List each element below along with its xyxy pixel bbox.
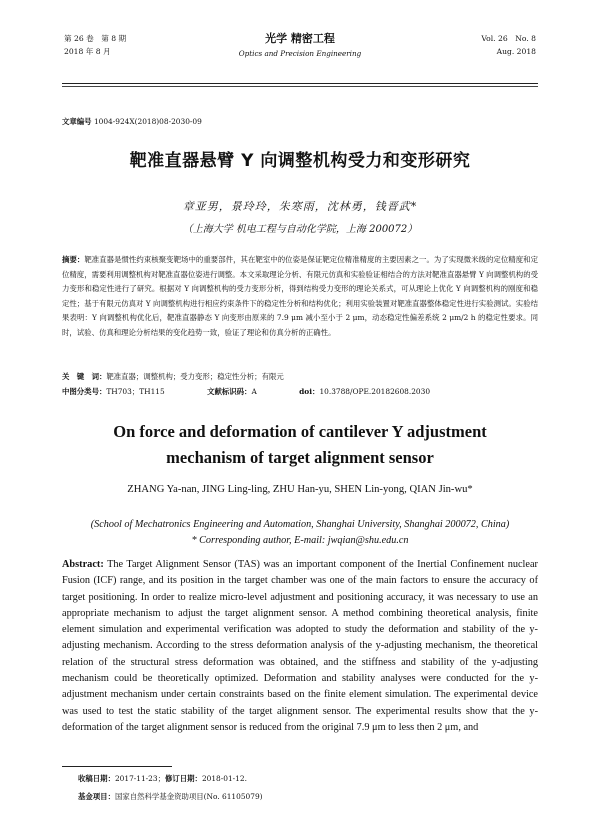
doi <box>299 387 450 396</box>
doi-label: doi： <box>299 387 320 396</box>
header-rule-thin <box>62 86 538 87</box>
revised-value: 2018-01-12. <box>201 774 247 783</box>
footnote-rule <box>62 766 172 767</box>
fund-value: 国家自然科学基金资助项目(No. 61105079) <box>114 792 263 801</box>
affiliation-en-line: (School of Mechatronics Engineering and Automation, Shanghai University, Shanghai 200072, China) <box>90 519 510 530</box>
article-number <box>62 116 202 127</box>
volume-issue-cn: 第 26 卷 第 8 期 <box>64 34 127 43</box>
footnote-fund <box>78 790 263 803</box>
clc-label: 中图分类号： <box>62 387 107 396</box>
authors-cn: 章亚男，景玲玲，朱寒雨，沈林勇，钱晋武* <box>182 200 418 213</box>
keywords-cn <box>62 370 538 384</box>
header-right <box>481 32 536 58</box>
journal-name-en: Optics and Precision Engineering <box>238 49 362 58</box>
abstract-en-label: Abstract: <box>62 559 104 570</box>
abstract-cn <box>62 253 538 341</box>
doc-code <box>207 387 277 396</box>
abstract-en <box>62 557 538 736</box>
title-en-line-2: mechanism of target alignment sensor <box>166 448 434 467</box>
fund-label: 基金项目： <box>78 792 115 801</box>
date-en: Aug. 2018 <box>496 47 536 56</box>
abstract-en-text: The Target Alignment Sensor (TAS) was an important component of the Inertial Confinement nuclear Fusion (ICF) range, and its position in the target chamber was one of the main factors to ensure the accuracy of target positioning. In order to realize micro-level adjustment and positioning accuracy, it was necessary to use an appropriate mechanism to adjust the target alignment sensor. A method combining theoretical analysis, finite element simulation and experimental verification was adopted to study the deformation and stability of the y-adjusting mechanism. According to the stress deformation analysis of the y-adjusting mechanism, the theoretical relation of the structural stress deformation was obtained, and the stiffness and stability of the y-adjusting mechanism could be theoretically optimized. Deformation and stability analyses were conducted for the y-adjustment mechanism under certain constraints based on the finite element simulation. The experimental device was used to test the static stability of the target alignment sensor. The experimental results show that the y-deformation of the target alignment sensor is reduced from the original 7.9 μm to less then 2 μm, and <box>62 559 538 733</box>
corresponding-author: * Corresponding author, E-mail: jwqian@shu.edu.cn <box>191 535 409 546</box>
keywords-cn-text: 靶准直器；调整机构；受力变形；稳定性分析；有限元 <box>106 372 284 381</box>
clc <box>62 387 185 396</box>
affiliation-cn: （上海大学 机电工程与自动化学院，上海 200072） <box>182 224 418 235</box>
article-number-label: 文章编号 <box>62 117 92 126</box>
footnote-dates <box>78 772 247 785</box>
title-en <box>0 419 600 471</box>
affiliation-en <box>0 517 600 549</box>
article-number-value: 1004-924X(2018)08-2030-09 <box>93 117 202 126</box>
volume-issue-en: Vol. 26 No. 8 <box>481 34 536 43</box>
revised-label: 修订日期： <box>164 774 202 783</box>
clc-value: TH703；TH115 <box>106 387 165 396</box>
title-en-line-1: On force and deformation of cantilever Y adjustment <box>113 422 487 441</box>
abstract-cn-text: 靶准直器是惯性约束核聚变靶场中的重要部件，其在靶室中的位姿是保证靶定位精准精度的主要因素之一。为了实现微米级的定位精度和定位精度，需要利用调整机构对靶准直器位姿进行调整。本文采取理论分析、有限元仿真和实验验证相结合的方法对靶准直器悬臂 Y 向调整机构的受力变形和稳定性进行了研究。根据对 Y 向调整机构的受力变形分析，得到结构受力变形的理论关系式，可从理论上优化 Y 向调整机构的刚度和稳定性；基于有限元仿真对 Y 向调整机构进行相应约束条件下的稳定性分析和结构优化；利用实验装置对靶准直器整体稳定性进行实验测试。实验结果表明：Y 向调整机构优化后，靶准直器静态 Y 向变形由原来的 7.9 μm 减小至小于 2 μm，动态稳定性偏差系统 2 μm/2 h 的稳定性要求。同时，试验、仿真和理论分析结果的变化趋势一致，验证了理论和仿真分析的正确性。 <box>62 255 538 337</box>
received-label: 收稿日期： <box>78 774 115 783</box>
doc-code-value: A <box>251 387 257 396</box>
abstract-cn-label: 摘要： <box>62 255 85 264</box>
keywords-cn-label: 关 键 词： <box>62 372 107 381</box>
authors-en: ZHANG Ya-nan, JING Ling-ling, ZHU Han-yu, SHEN Lin-yong, QIAN Jin-wu* <box>127 484 473 495</box>
header-rule <box>62 83 538 84</box>
title-cn: 靶准直器悬臂 Y 向调整机构受力和变形研究 <box>129 151 471 171</box>
received-value: 2017-11-23； <box>114 774 165 783</box>
journal-name-cn: 光学 精密工程 <box>265 32 335 45</box>
doc-code-label: 文献标识码： <box>207 387 252 396</box>
doi-value: 10.3788/OPE.20182608.2030 <box>319 387 431 396</box>
classification-cn <box>62 385 538 399</box>
date-cn: 2018 年 8 月 <box>64 47 111 56</box>
